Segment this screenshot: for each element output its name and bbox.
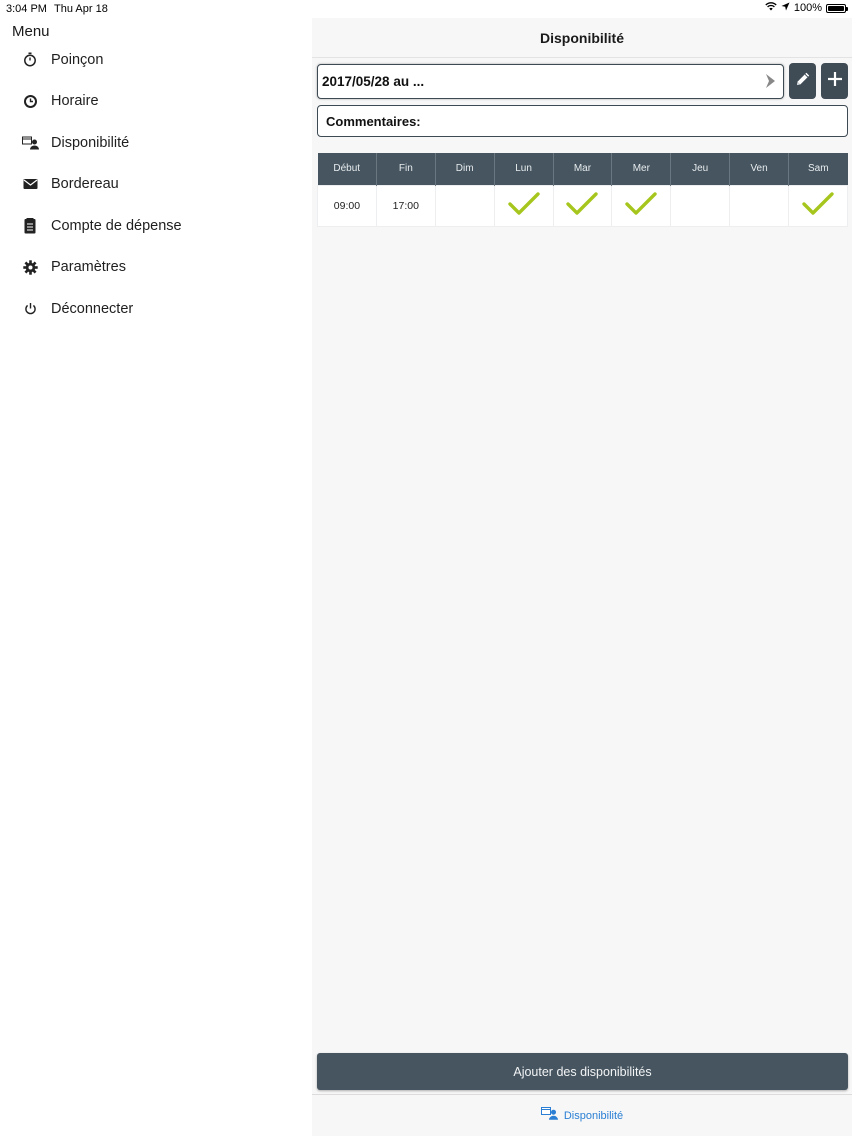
status-time: 3:04 PM [6,3,47,15]
checkmark-icon [565,208,599,220]
start-time-cell: 09:00 [318,185,377,226]
location-icon [781,2,790,14]
column-header-ven: Ven [730,153,789,185]
sidebar [0,18,312,1136]
sidebar-item-poincon[interactable] [0,39,312,81]
battery-icon [826,4,846,13]
day-cell-ven [730,185,789,226]
tab-disponibilite[interactable] [541,1107,623,1125]
add-availability-button[interactable]: Ajouter des disponibilités [317,1053,848,1090]
table-header-row [318,153,848,185]
battery-percent: 100% [793,2,822,14]
sidebar-item-label: Disponibilité [51,134,130,151]
column-header-mar: Mar [553,153,612,185]
sidebar-item-compte-depense[interactable] [0,205,312,247]
column-header-fin: Fin [376,153,435,185]
table-row[interactable] [318,185,848,226]
sidebar-item-deconnecter[interactable] [0,288,312,330]
checkmark-icon [801,208,835,220]
sidebar-item-label: Compte de dépense [51,217,182,234]
gear-icon [21,258,39,276]
sidebar-item-label: Bordereau [51,176,119,193]
add-button[interactable] [821,63,848,99]
date-range-selector[interactable] [317,64,784,99]
column-header-jeu: Jeu [671,153,730,185]
availability-icon [21,134,39,152]
status-bar [0,0,852,18]
day-cell-dim [435,185,494,226]
sidebar-item-label: Déconnecter [51,300,134,317]
clock-icon [21,92,39,110]
sidebar-item-bordereau[interactable] [0,164,312,206]
comments-label: Commentaires: [326,113,421,129]
status-indicators [765,2,846,14]
status-date: Thu Apr 18 [54,3,108,15]
day-cell-mar [553,185,612,226]
navigation-bar [312,18,852,58]
availability-table [317,153,848,227]
checkmark-icon [624,208,658,220]
pencil-icon [794,70,812,93]
end-time-cell: 17:00 [376,185,435,226]
column-header-mer: Mer [612,153,671,185]
bottom-tab-bar [312,1094,852,1136]
wifi-icon [765,2,777,14]
chevron-right-icon [764,73,777,94]
power-icon [21,300,39,318]
sidebar-item-parametres[interactable] [0,247,312,289]
sidebar-item-label: Horaire [51,93,99,110]
column-header-sam: Sam [789,153,848,185]
page-title: Disponibilité [540,30,624,46]
envelope-icon [21,175,39,193]
sidebar-item-label: Poinçon [51,51,104,68]
availability-icon [541,1107,558,1125]
edit-button[interactable] [789,63,816,99]
comments-field[interactable] [317,105,848,137]
stopwatch-icon [21,51,39,69]
date-range-text: 2017/05/28 au ... [322,74,425,89]
sidebar-item-horaire[interactable] [0,81,312,123]
column-header-dim: Dim [435,153,494,185]
plus-icon [826,70,844,93]
column-header-lun: Lun [494,153,553,185]
column-header-debut: Début [318,153,377,185]
sidebar-item-disponibilite[interactable] [0,122,312,164]
tab-label: Disponibilité [563,1109,624,1122]
menu-list [0,39,312,330]
day-cell-lun [494,185,553,226]
sidebar-item-label: Paramètres [51,259,126,276]
main-panel [312,18,852,1136]
menu-title: Menu [12,23,50,40]
day-cell-sam [789,185,848,226]
day-cell-jeu [671,185,730,226]
day-cell-mer [612,185,671,226]
receipt-icon [21,217,39,235]
checkmark-icon [507,208,541,220]
